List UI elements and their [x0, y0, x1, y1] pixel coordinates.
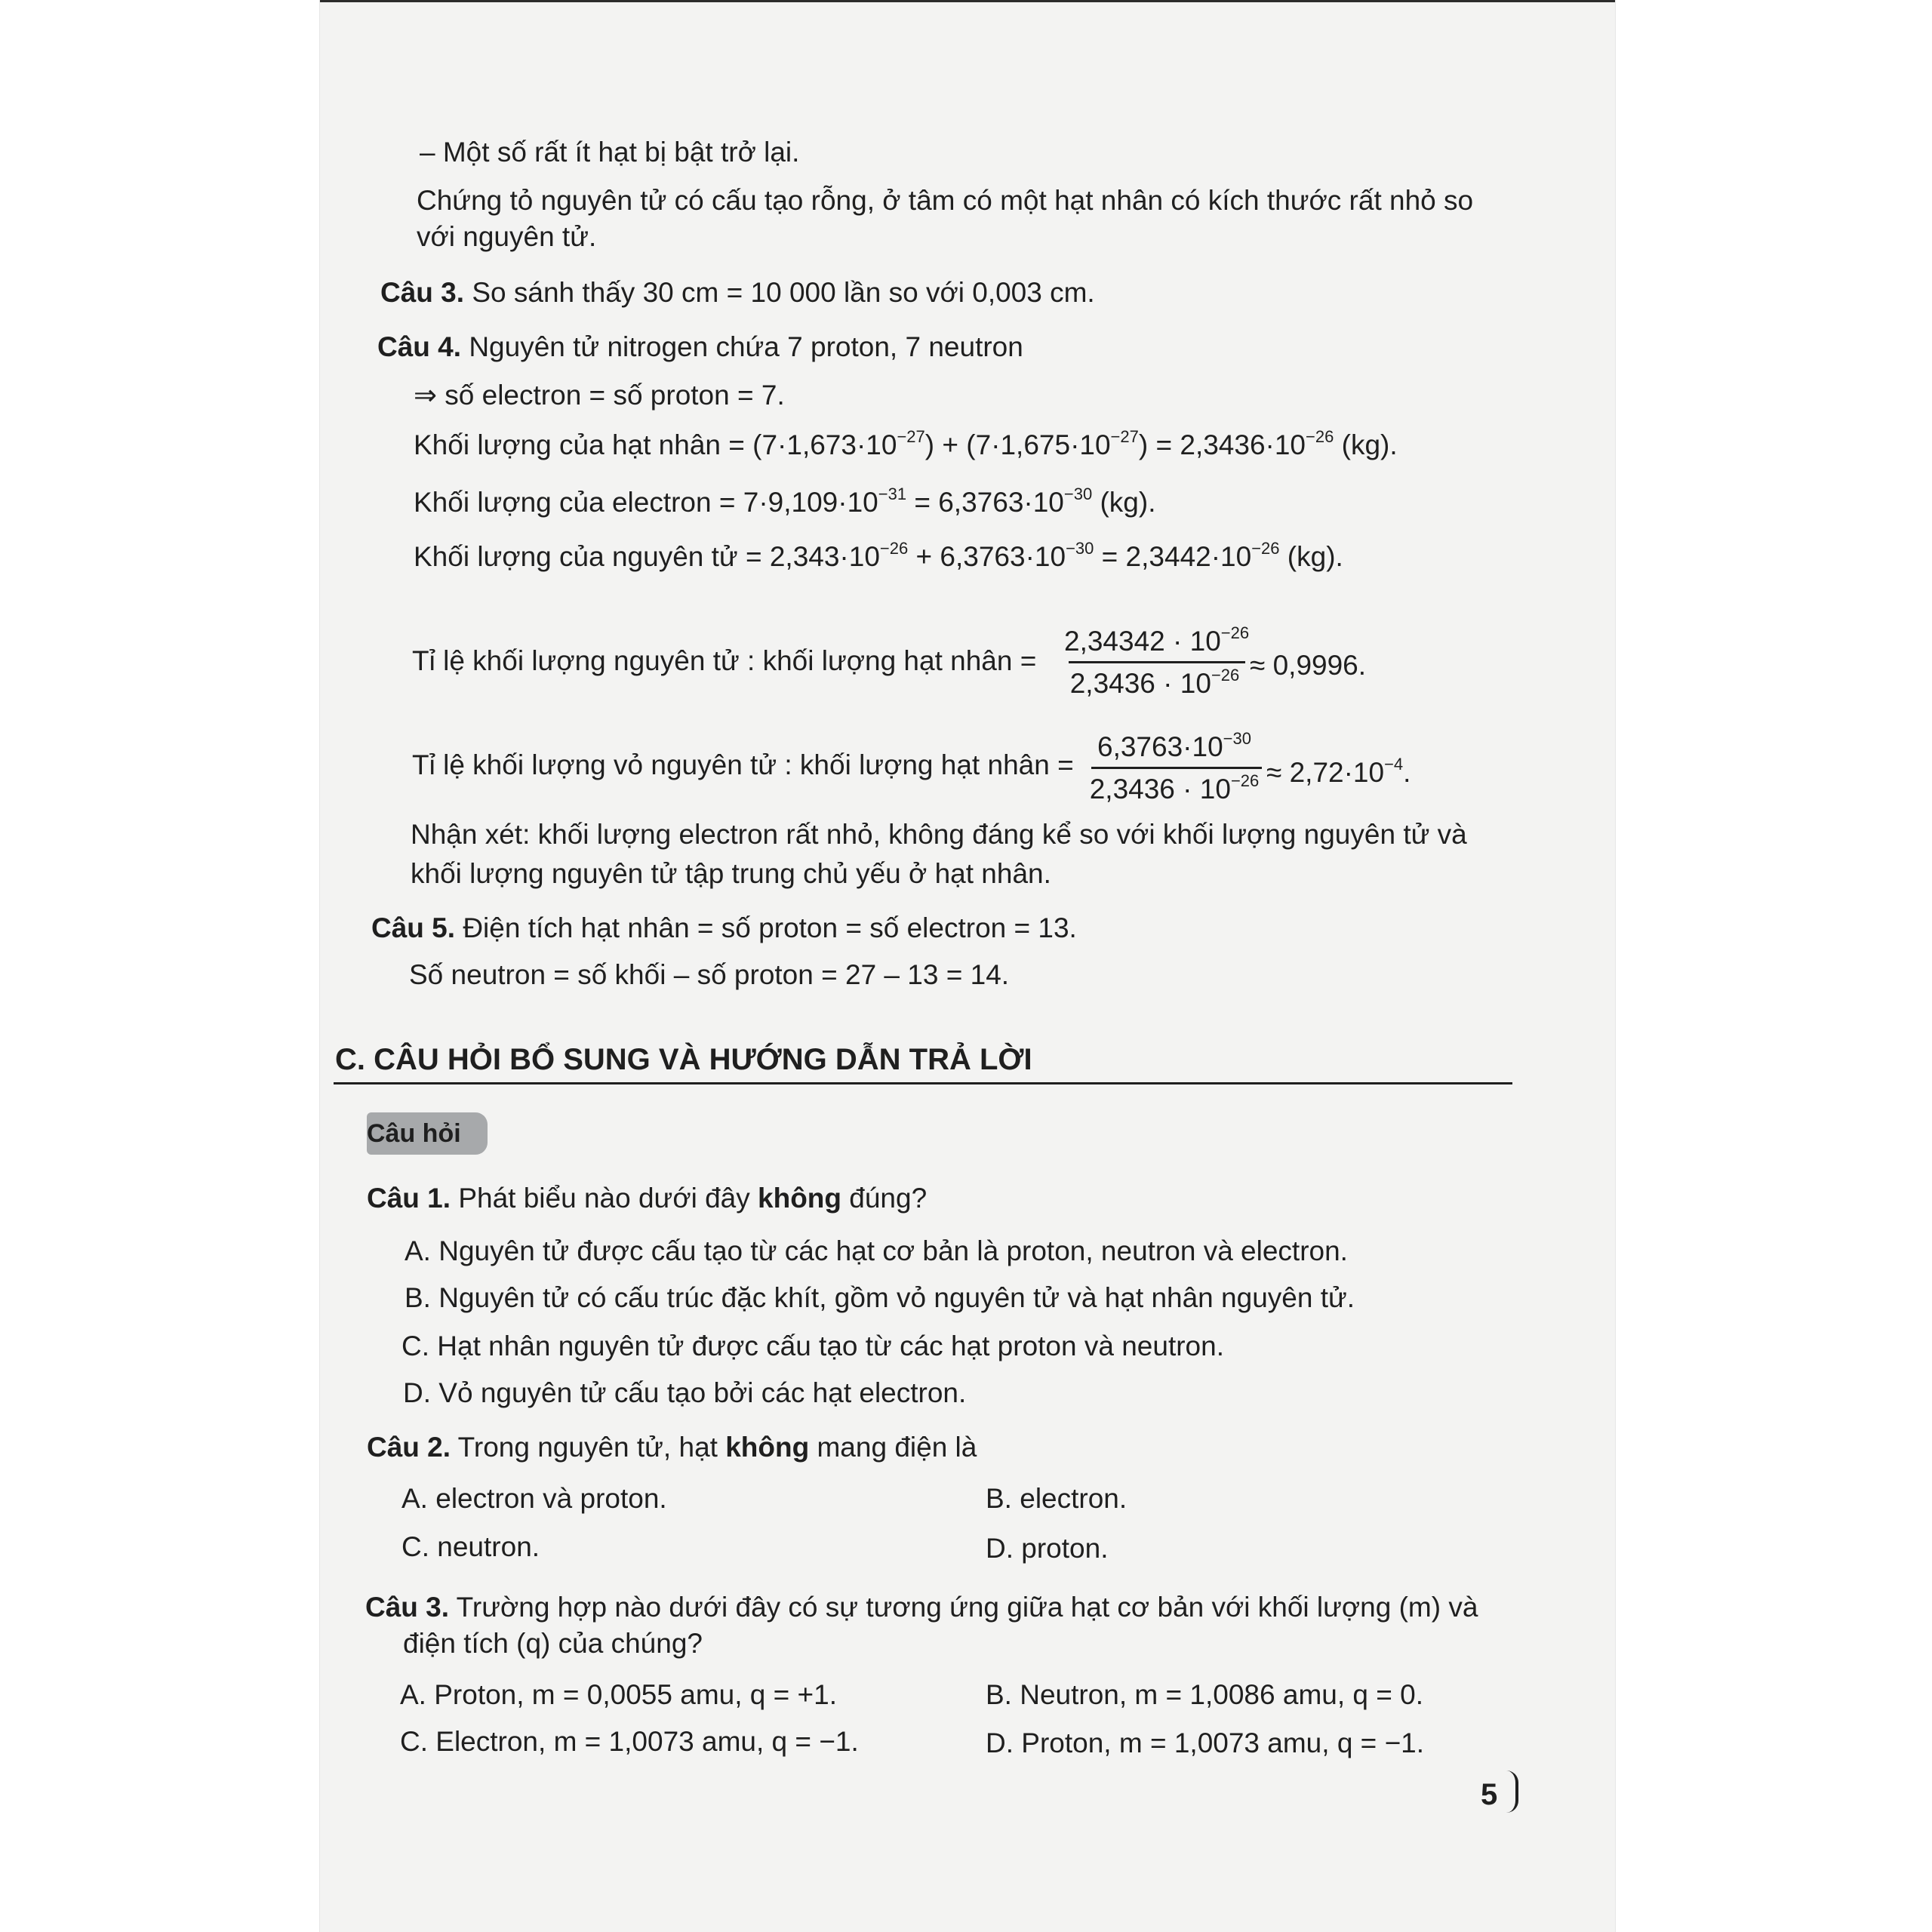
answer-line: Số neutron = số khối – số proton = 27 – 13 = 14.	[409, 959, 1010, 990]
page-top-edge	[320, 0, 1615, 2]
option-c: C. Electron, m = 1,0073 amu, q = −1.	[400, 1726, 859, 1757]
option-a: A. Nguyên tử được cấu tạo từ các hạt cơ bản là proton, neutron và electron.	[405, 1235, 1348, 1266]
question-text: Trường hợp nào dưới đây có sự tương ứng giữa hạt cơ bản với khối lượng (m) và	[449, 1592, 1478, 1623]
page-number: 5	[1481, 1778, 1498, 1811]
answer-q4	[377, 329, 1023, 365]
formula-text: 2,3436 · 10	[1069, 668, 1211, 699]
question-text: đúng?	[841, 1183, 928, 1214]
formula-text: ≈ 2,72·10	[1266, 757, 1385, 788]
answer-line: Chứng tỏ nguyên tử có cấu tạo rỗng, ở tâm có một hạt nhân có kích thước rất nhỏ so	[417, 185, 1474, 216]
formula-text: (kg).	[1092, 487, 1156, 518]
question-line: điện tích (q) của chúng?	[403, 1628, 703, 1659]
answer-text: Nguyên tử nitrogen chứa 7 proton, 7 neutron	[461, 331, 1023, 362]
page-number-bracket	[1506, 1770, 1518, 1813]
option-c: C. Hạt nhân nguyên tử được cấu tạo từ các hạt proton và neutron.	[401, 1331, 1224, 1361]
question-label: Câu 3.	[365, 1592, 450, 1623]
exponent: −26	[1306, 427, 1334, 446]
formula-text: Khối lượng của nguyên tử = 2,343·10	[414, 541, 880, 572]
question-3	[365, 1589, 1478, 1626]
exponent: −30	[1063, 485, 1093, 503]
formula-text: 2,3436 · 10	[1089, 774, 1231, 804]
exponent: −30	[1066, 539, 1094, 558]
section-divider	[334, 1082, 1512, 1084]
formula-text: (kg).	[1334, 429, 1398, 460]
remark-line: khối lượng nguyên tử tập trung chủ yếu ở hạt nhân.	[411, 858, 1051, 889]
ratio2-numerator	[1087, 729, 1262, 765]
exponent: −4	[1384, 755, 1404, 774]
option-b: B. electron.	[986, 1483, 1128, 1514]
option-c: C. neutron.	[401, 1531, 540, 1562]
formula-text: + 6,3763·10	[908, 541, 1066, 572]
question-label: Câu 3.	[380, 277, 465, 308]
formula-nucleus-mass	[414, 427, 1398, 463]
question-2	[367, 1429, 977, 1466]
formula-text: Khối lượng của hạt nhân = (7·1,673·10	[414, 429, 897, 460]
formula-text: ) + (7·1,675·10	[924, 429, 1111, 460]
question-text: Trong nguyên tử, hạt	[451, 1432, 726, 1463]
question-text: mang điện là	[809, 1432, 977, 1463]
exponent: −27	[1110, 427, 1139, 446]
exponent: −26	[1230, 771, 1260, 790]
answer-text: Điện tích hạt nhân = số proton = số electron = 13.	[455, 912, 1077, 943]
answer-text: So sánh thấy 30 cm = 10 000 lần so với 0,003 cm.	[464, 277, 1095, 308]
option-b: B. Neutron, m = 1,0086 amu, q = 0.	[986, 1679, 1424, 1710]
formula-text: ) = 2,3436·10	[1138, 429, 1306, 460]
formula-text: 2,34342 · 10	[1064, 626, 1221, 657]
question-emphasis: không	[758, 1183, 841, 1214]
answer-line: – Một số rất ít hạt bị bật trở lại.	[420, 137, 800, 168]
formula-text: = 6,3763·10	[906, 487, 1064, 518]
exponent: −26	[1251, 539, 1280, 558]
remark-line: Nhận xét: khối lượng electron rất nhỏ, không đáng kể so với khối lượng nguyên tử và	[411, 819, 1467, 850]
option-d: D. Vỏ nguyên tử cấu tạo bởi các hạt electron.	[403, 1377, 967, 1408]
option-a: A. Proton, m = 0,0055 amu, q = +1.	[400, 1679, 837, 1710]
option-a: A. electron và proton.	[401, 1483, 667, 1514]
ratio2-denominator	[1087, 771, 1262, 808]
exponent: −31	[878, 485, 907, 503]
ratio2-label: Tỉ lệ khối lượng vỏ nguyên tử : khối lượng hạt nhân =	[412, 749, 1074, 780]
ratio1-result: ≈ 0,9996.	[1250, 650, 1367, 681]
option-d: D. proton.	[986, 1533, 1109, 1564]
ratio1-numerator	[1064, 623, 1250, 660]
exponent: −27	[897, 427, 925, 446]
questions-tag-label: Câu hỏi	[367, 1119, 461, 1148]
question-label: Câu 5.	[371, 912, 456, 943]
formula-text: 6,3763·10	[1097, 731, 1223, 762]
option-d: D. Proton, m = 1,0073 amu, q = −1.	[986, 1727, 1425, 1758]
formula-text: (kg).	[1279, 541, 1343, 572]
ratio2-fraction-bar	[1091, 767, 1262, 769]
exponent: −30	[1223, 729, 1251, 748]
exponent: −26	[879, 539, 909, 558]
formula-text: = 2,3442·10	[1094, 541, 1252, 572]
section-title: C. CÂU HỎI BỔ SUNG VÀ HƯỚNG DẪN TRẢ LỜI	[335, 1043, 1032, 1076]
formula-text: Khối lượng của electron = 7·9,109·10	[414, 487, 878, 518]
ratio1-fraction-bar	[1069, 661, 1245, 663]
ratio2-result	[1266, 755, 1411, 791]
answer-q5	[371, 910, 1077, 946]
formula-electron-mass	[414, 485, 1155, 521]
questions-tag	[367, 1112, 488, 1155]
question-label: Câu 1.	[367, 1183, 451, 1214]
question-label: Câu 2.	[367, 1432, 451, 1463]
question-label: Câu 4.	[377, 331, 462, 362]
question-text: Phát biểu nào dưới đây	[451, 1183, 758, 1214]
ratio1-label: Tỉ lệ khối lượng nguyên tử : khối lượng hạt nhân =	[412, 645, 1037, 676]
exponent: −26	[1220, 623, 1250, 642]
option-b: B. Nguyên tử có cấu trúc đặc khít, gồm vỏ nguyên tử và hạt nhân nguyên tử.	[405, 1282, 1355, 1313]
question-1	[367, 1180, 927, 1217]
exponent: −26	[1211, 666, 1240, 685]
answer-q3	[380, 275, 1095, 311]
answer-line: với nguyên tử.	[417, 221, 597, 252]
ratio1-denominator	[1064, 666, 1245, 702]
answer-line: ⇒ số electron = số proton = 7.	[414, 380, 785, 411]
formula-atom-mass	[414, 539, 1343, 575]
question-emphasis: không	[725, 1432, 810, 1463]
formula-text: .	[1403, 757, 1411, 788]
